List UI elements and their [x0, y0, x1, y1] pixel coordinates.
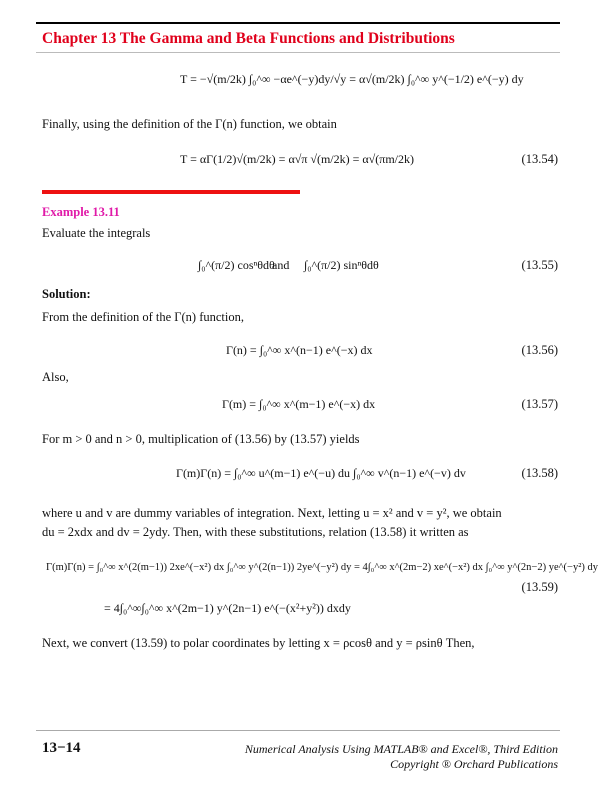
footer-book-title: Numerical Analysis Using MATLAB® and Excel®, Third Edition — [244, 742, 558, 756]
equation-number-13-58: (13.58) — [521, 466, 558, 480]
equation-top: T = −√(m/2k) ∫₀^∞ −αe^(−y)dy/√y = α√(m/2k) ∫₀^∞ y^(−1/2) e^(−y) dy — [180, 72, 524, 86]
paragraph-dummy-variables: where u and v are dummy variables of integration. Next, letting u = x² and v = y², we obtain — [42, 506, 502, 520]
footer-rule — [36, 730, 560, 731]
equation-13-58: Γ(m)Γ(n) = ∫₀^∞ u^(m−1) e^(−u) du ∫₀^∞ v^(n−1) e^(−v) dv — [176, 466, 466, 480]
header-rule — [36, 22, 560, 24]
paragraph-multiplication: For m > 0 and n > 0, multiplication of (13.56) by (13.57) yields — [42, 432, 360, 446]
solution-label: Solution: — [42, 287, 91, 301]
equation-13-55-and: and — [272, 258, 290, 272]
equation-number-13-59: (13.59) — [521, 580, 558, 594]
equation-13-54: T = αΓ(1/2)√(m/2k) = α√π √(m/2k) = α√(πm/2k) — [180, 152, 414, 166]
equation-number-13-57: (13.57) — [521, 397, 558, 411]
equation-13-55-left: ∫₀^(π/2) cosⁿθdθ — [198, 258, 275, 272]
also-text: Also, — [42, 370, 69, 384]
equation-13-57: Γ(m) = ∫₀^∞ x^(m−1) e^(−x) dx — [222, 397, 376, 411]
equation-13-59-line2: = 4∫₀^∞∫₀^∞ x^(2m−1) y^(2n−1) e^(−(x²+y²)) dxdy — [104, 601, 351, 615]
paragraph-from-definition: From the definition of the Γ(n) function, — [42, 310, 244, 324]
equation-number-13-54: (13.54) — [521, 152, 558, 166]
section-divider — [42, 190, 300, 194]
equation-number-13-56: (13.56) — [521, 343, 558, 357]
paragraph-substitutions: du = 2xdx and dv = 2ydy. Then, with these substitutions, relation (13.58) it written as — [42, 525, 469, 539]
chapter-title: Chapter 13 The Gamma and Beta Functions and Distributions — [42, 30, 455, 47]
equation-13-59-line1: Γ(m)Γ(n) = ∫₀^∞ x^(2(m−1)) 2xe^(−x²) dx ∫₀^∞ y^(2(n−1)) 2ye^(−y²) dy = 4∫₀^∞ x^(2m−2) xe^(−x²) dx ∫₀^∞ y^(2n−2) ye^(−y²) dy — [46, 562, 598, 573]
header-underline — [36, 52, 560, 53]
paragraph-polar-coordinates: Next, we convert (13.59) to polar coordinates by letting x = ρcosθ and y = ρsinθ Then, — [42, 636, 475, 650]
paragraph-gamma-definition: Finally, using the definition of the Γ(n) function, we obtain — [42, 117, 337, 131]
equation-13-56: Γ(n) = ∫₀^∞ x^(n−1) e^(−x) dx — [226, 343, 373, 357]
footer-copyright: Copyright ® Orchard Publications — [390, 757, 558, 771]
example-label: Example 13.11 — [42, 205, 120, 219]
equation-13-55-right: ∫₀^(π/2) sinⁿθdθ — [304, 258, 379, 272]
equation-number-13-55: (13.55) — [521, 258, 558, 272]
evaluate-text: Evaluate the integrals — [42, 226, 151, 240]
page-number: 13−14 — [42, 740, 81, 756]
